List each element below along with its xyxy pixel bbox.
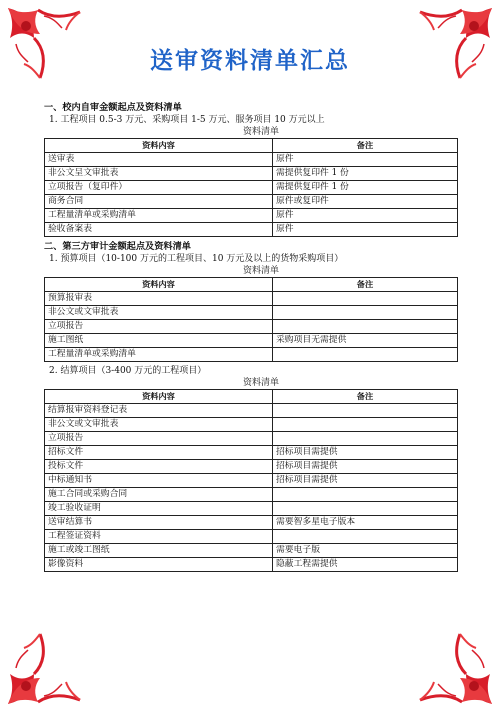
table-row (45, 446, 458, 460)
table-cell: 原件或复印件 (273, 195, 458, 209)
column-header: 备注 (273, 390, 458, 404)
table-cell: 招标文件 (45, 446, 273, 460)
table-cell: 结算报审资料登记表 (45, 404, 273, 418)
section-heading: 二、第三方审计金额起点及资料清单 (44, 241, 191, 252)
table-caption: 资料清单 (242, 378, 279, 388)
table-row (45, 320, 458, 334)
table-cell (273, 432, 458, 446)
table-row (45, 502, 458, 516)
table-cell: 预算报审表 (45, 292, 273, 306)
table-cell: 需要电子版 (273, 544, 458, 558)
item-line: 1. 工程项目 0.5-3 万元、采购项目 1-5 万元、服务项目 10 万元以上 (49, 115, 325, 125)
table-cell: 招标项目需提供 (273, 446, 458, 460)
table-cell: 非公文呈文审批表 (45, 167, 273, 181)
table-cell: 商务合同 (45, 195, 273, 209)
table-row (45, 516, 458, 530)
table-cell (273, 418, 458, 432)
table-cell: 工程签证资料 (45, 530, 273, 544)
table-row (45, 334, 458, 348)
table-cell: 需提供复印件 1 份 (273, 181, 458, 195)
table-cell: 影像资料 (45, 558, 273, 572)
table-row (45, 292, 458, 306)
table-cell (273, 502, 458, 516)
table-row (45, 209, 458, 223)
materials-table (44, 138, 458, 237)
item-line: 1. 预算项目（10-100 万元的工程项目、10 万元及以上的货物采购项目） (49, 254, 344, 264)
table-caption: 资料清单 (242, 127, 279, 137)
table-row (45, 404, 458, 418)
table-cell: 投标文件 (45, 460, 273, 474)
table-cell: 立项报告 (45, 320, 273, 334)
column-header: 备注 (273, 139, 458, 153)
table-row (45, 530, 458, 544)
table-cell: 隐蔽工程需提供 (273, 558, 458, 572)
corner-ornament-icon (416, 628, 496, 708)
table-cell: 工程量清单或采购清单 (45, 348, 273, 362)
table-row (45, 306, 458, 320)
table-row (45, 432, 458, 446)
table-row (45, 181, 458, 195)
table-cell (273, 530, 458, 544)
table-cell: 原件 (273, 209, 458, 223)
page-title: 送审资料清单汇总 (150, 48, 350, 74)
column-header: 资料内容 (45, 278, 273, 292)
table-header-row (45, 278, 458, 292)
table-cell (273, 348, 458, 362)
table-cell: 送审表 (45, 153, 273, 167)
table-cell: 招标项目需提供 (273, 460, 458, 474)
table-cell: 原件 (273, 153, 458, 167)
table-row (45, 167, 458, 181)
table-cell: 立项报告 (45, 432, 273, 446)
column-header: 资料内容 (45, 139, 273, 153)
table-cell: 验收备案表 (45, 223, 273, 237)
table-header-row (45, 139, 458, 153)
table-row (45, 460, 458, 474)
column-header: 资料内容 (45, 390, 273, 404)
table-row (45, 474, 458, 488)
table-row (45, 153, 458, 167)
table-cell (273, 292, 458, 306)
document-body (44, 102, 458, 572)
table-cell: 施工合同或采购合同 (45, 488, 273, 502)
section-heading: 一、校内自审金额起点及资料清单 (44, 102, 182, 113)
table-cell: 中标通知书 (45, 474, 273, 488)
table-row (45, 488, 458, 502)
materials-table (44, 389, 458, 572)
table-caption: 资料清单 (242, 266, 279, 276)
table-cell: 采购项目无需提供 (273, 334, 458, 348)
table-cell: 立项报告（复印件） (45, 181, 273, 195)
table-cell: 施工或竣工图纸 (45, 544, 273, 558)
table-cell: 竣工验收证明 (45, 502, 273, 516)
table-row (45, 348, 458, 362)
table-cell (273, 404, 458, 418)
item-line: 2. 结算项目（3-400 万元的工程项目） (49, 366, 207, 376)
table-row (45, 223, 458, 237)
table-header-row (45, 390, 458, 404)
corner-ornament-icon (4, 628, 84, 708)
table-cell: 招标项目需提供 (273, 474, 458, 488)
table-cell: 需要智多星电子版本 (273, 516, 458, 530)
table-cell: 工程量清单或采购清单 (45, 209, 273, 223)
table-row (45, 544, 458, 558)
table-cell: 非公文或文审批表 (45, 418, 273, 432)
materials-table (44, 277, 458, 362)
table-cell (273, 320, 458, 334)
table-cell: 需提供复印件 1 份 (273, 167, 458, 181)
table-row (45, 195, 458, 209)
table-cell: 送审结算书 (45, 516, 273, 530)
table-row (45, 558, 458, 572)
table-cell (273, 306, 458, 320)
table-cell (273, 488, 458, 502)
table-cell: 施工图纸 (45, 334, 273, 348)
table-cell: 非公文或文审批表 (45, 306, 273, 320)
column-header: 备注 (273, 278, 458, 292)
table-cell: 原件 (273, 223, 458, 237)
table-row (45, 418, 458, 432)
